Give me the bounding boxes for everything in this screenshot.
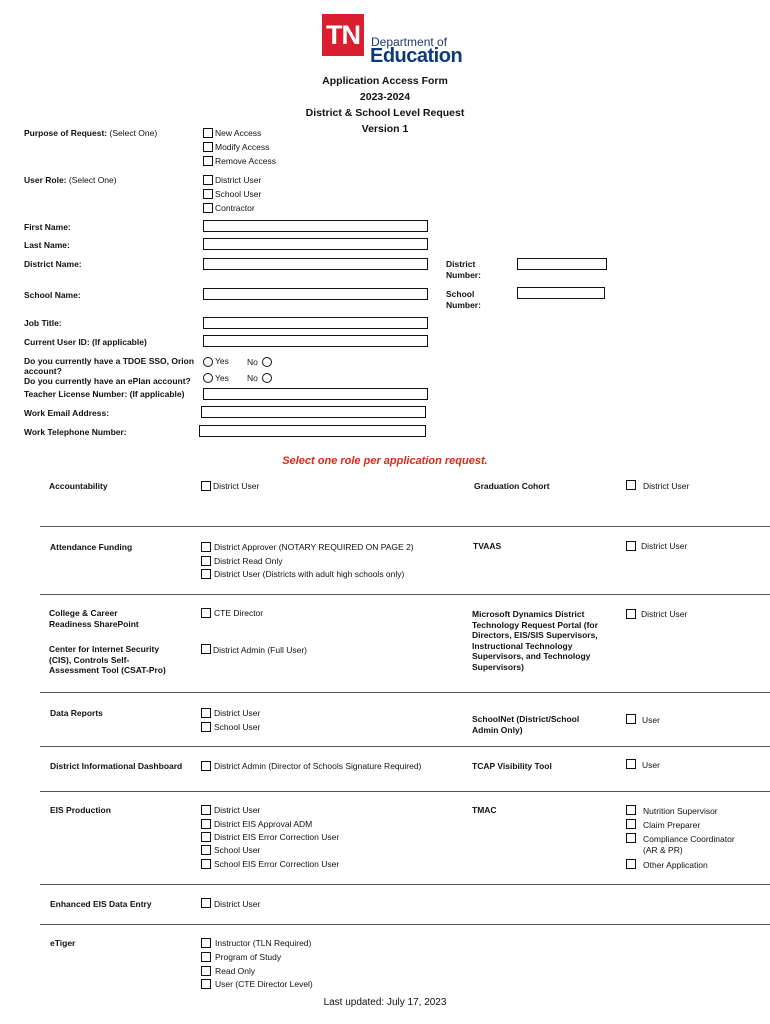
app-eis-name: EIS Production bbox=[50, 805, 111, 815]
app-cis-name: Center for Internet Security (CIS), Controls Self-Assessment Tool (CSAT-Pro) bbox=[49, 644, 166, 675]
data-reports-school-user-checkbox[interactable] bbox=[201, 722, 211, 732]
tmac-claim-preparer-checkbox[interactable] bbox=[626, 819, 636, 829]
msdyn-district-user-checkbox[interactable] bbox=[626, 609, 636, 619]
schoolnet-option-label: User bbox=[642, 715, 660, 725]
district-number-label: District Number: bbox=[446, 259, 481, 280]
work-email-label: Work Email Address: bbox=[24, 408, 110, 418]
eis-approval-adm-checkbox[interactable] bbox=[201, 819, 211, 829]
tmac-nutrition-label: Nutrition Supervisor bbox=[643, 806, 718, 816]
last-name-label: Last Name: bbox=[24, 240, 70, 250]
attendance-approver-label: District Approver (NOTARY REQUIRED ON PAGE 2) bbox=[214, 542, 414, 552]
current-user-id-field[interactable] bbox=[203, 335, 428, 347]
app-schoolnet-name: SchoolNet (District/School Admin Only) bbox=[472, 714, 580, 735]
tvaas-district-user-checkbox[interactable] bbox=[626, 541, 636, 551]
remove-access-label: Remove Access bbox=[215, 156, 276, 166]
dashboard-option-label: District Admin (Director of Schools Signature Required) bbox=[214, 761, 422, 771]
first-name-label: First Name: bbox=[24, 222, 71, 232]
tmac-other-checkbox[interactable] bbox=[626, 859, 636, 869]
app-tcap-name: TCAP Visibility Tool bbox=[472, 761, 552, 771]
first-name-field[interactable] bbox=[203, 220, 428, 232]
user-role-label: User Role: (Select One) bbox=[24, 175, 117, 185]
etiger-program-checkbox[interactable] bbox=[201, 952, 211, 962]
app-tmac-name: TMAC bbox=[472, 805, 497, 815]
eplan-question-label: Do you currently have an ePlan account? bbox=[24, 376, 191, 386]
data-reports-district-user-checkbox[interactable] bbox=[201, 708, 211, 718]
role-school-user-checkbox[interactable] bbox=[203, 189, 213, 199]
new-access-checkbox[interactable] bbox=[203, 128, 213, 138]
logo-department-text: Department of bbox=[371, 35, 448, 49]
current-user-id-label: Current User ID: (If applicable) bbox=[24, 337, 147, 347]
attendance-read-only-label: District Read Only bbox=[214, 556, 283, 566]
etiger-instructor-label: Instructor (TLN Required) bbox=[215, 938, 312, 948]
school-name-field[interactable] bbox=[203, 288, 428, 300]
schoolnet-user-checkbox[interactable] bbox=[626, 714, 636, 724]
attendance-district-user-checkbox[interactable] bbox=[201, 569, 211, 579]
job-title-field[interactable] bbox=[203, 317, 428, 329]
new-access-label: New Access bbox=[215, 128, 262, 138]
eis-district-user-label: District User bbox=[214, 805, 261, 815]
eis-school-error-correction-checkbox[interactable] bbox=[201, 859, 211, 869]
school-number-field[interactable] bbox=[517, 287, 605, 299]
teacher-license-field[interactable] bbox=[203, 388, 428, 400]
school-name-label: School Name: bbox=[24, 290, 81, 300]
form-title: Application Access Form bbox=[322, 75, 448, 87]
last-updated: Last updated: July 17, 2023 bbox=[323, 997, 447, 1008]
eis-school-user-label: School User bbox=[214, 845, 261, 855]
cis-district-admin-checkbox[interactable] bbox=[201, 644, 211, 654]
app-enhanced-eis-name: Enhanced EIS Data Entry bbox=[50, 899, 152, 909]
job-title-label: Job Title: bbox=[24, 318, 62, 328]
msdyn-option-label: District User bbox=[641, 609, 688, 619]
tn-logo-mark: TN bbox=[322, 14, 364, 56]
role-contractor-label: Contractor bbox=[215, 203, 255, 213]
section-divider bbox=[40, 594, 770, 595]
enhanced-eis-district-user-checkbox[interactable] bbox=[201, 898, 211, 908]
logo-education-text: Education bbox=[370, 45, 463, 67]
purpose-label: Purpose of Request: (Select One) bbox=[24, 128, 158, 138]
enhanced-eis-option-label: District User bbox=[214, 899, 261, 909]
sso-yes-radio[interactable] bbox=[203, 357, 213, 367]
remove-access-checkbox[interactable] bbox=[203, 156, 213, 166]
etiger-instructor-checkbox[interactable] bbox=[201, 938, 211, 948]
ccr-cte-director-checkbox[interactable] bbox=[201, 608, 211, 618]
app-dashboard-name: District Informational Dashboard bbox=[50, 761, 183, 771]
sso-yes-label: Yes bbox=[215, 356, 229, 366]
section-divider bbox=[40, 924, 770, 925]
accountability-option-label: District User bbox=[213, 481, 260, 491]
eis-error-correction-label: District EIS Error Correction User bbox=[214, 832, 340, 842]
school-number-label: School Number: bbox=[446, 289, 481, 310]
eplan-yes-radio[interactable] bbox=[203, 373, 213, 383]
app-etiger-name: eTiger bbox=[50, 938, 76, 948]
eis-district-user-checkbox[interactable] bbox=[201, 805, 211, 815]
app-accountability-name: Accountability bbox=[49, 481, 108, 491]
app-msdyn-name: Microsoft Dynamics District Technology Request Portal (for Directors, EIS/SIS Supervisors, Instructional Technology Supervisors, and Technology Supervisors) bbox=[472, 609, 598, 672]
modify-access-label: Modify Access bbox=[215, 142, 270, 152]
section-divider bbox=[40, 526, 770, 527]
etiger-user-label: User (CTE Director Level) bbox=[215, 979, 313, 989]
role-district-user-checkbox[interactable] bbox=[203, 175, 213, 185]
data-reports-district-user-label: District User bbox=[214, 708, 261, 718]
sso-no-radio[interactable] bbox=[262, 357, 272, 367]
graduation-district-user-checkbox[interactable] bbox=[626, 480, 636, 490]
eis-school-user-checkbox[interactable] bbox=[201, 845, 211, 855]
section-divider bbox=[40, 791, 770, 792]
app-graduation-name: Graduation Cohort bbox=[474, 481, 550, 491]
eplan-no-radio[interactable] bbox=[262, 373, 272, 383]
role-district-user-label: District User bbox=[215, 175, 262, 185]
eplan-no-label: No bbox=[247, 373, 258, 383]
data-reports-school-user-label: School User bbox=[214, 722, 261, 732]
modify-access-checkbox[interactable] bbox=[203, 142, 213, 152]
section-divider bbox=[40, 746, 770, 747]
section-divider bbox=[40, 884, 770, 885]
tmac-other-label: Other Application bbox=[643, 860, 708, 870]
tmac-nutrition-checkbox[interactable] bbox=[626, 805, 636, 815]
eis-error-correction-checkbox[interactable] bbox=[201, 832, 211, 842]
tmac-compliance-checkbox[interactable] bbox=[626, 833, 636, 843]
attendance-approver-checkbox[interactable] bbox=[201, 542, 211, 552]
work-email-field[interactable] bbox=[201, 406, 426, 418]
form-year: 2023-2024 bbox=[359, 91, 411, 103]
eplan-yes-label: Yes bbox=[215, 373, 229, 383]
graduation-option-label: District User bbox=[643, 481, 690, 491]
district-number-field[interactable] bbox=[517, 258, 607, 270]
etiger-user-checkbox[interactable] bbox=[201, 979, 211, 989]
tvaas-option-label: District User bbox=[641, 541, 688, 551]
attendance-read-only-checkbox[interactable] bbox=[201, 556, 211, 566]
cis-option-label: District Admin (Full User) bbox=[213, 645, 307, 655]
district-name-field[interactable] bbox=[203, 258, 428, 270]
tcap-user-checkbox[interactable] bbox=[626, 759, 636, 769]
tmac-compliance-label: Compliance Coordinator (AR & PR) bbox=[643, 834, 735, 855]
last-name-field[interactable] bbox=[203, 238, 428, 250]
form-subtitle: District & School Level Request bbox=[305, 107, 465, 119]
eis-school-error-correction-label: School EIS Error Correction User bbox=[214, 859, 340, 869]
etiger-read-only-checkbox[interactable] bbox=[201, 966, 211, 976]
form-version: Version 1 bbox=[361, 123, 409, 135]
attendance-district-user-label: District User (Districts with adult high schools only) bbox=[214, 569, 405, 579]
ccr-option-label: CTE Director bbox=[214, 608, 264, 618]
app-data-reports-name: Data Reports bbox=[50, 708, 103, 718]
dashboard-district-admin-checkbox[interactable] bbox=[201, 761, 211, 771]
district-name-label: District Name: bbox=[24, 259, 82, 269]
teacher-license-label: Teacher License Number: (If applicable) bbox=[24, 389, 185, 399]
app-ccr-name: College & Career Readiness SharePoint bbox=[49, 608, 139, 629]
eis-approval-adm-label: District EIS Approval ADM bbox=[214, 819, 313, 829]
role-school-user-label: School User bbox=[215, 189, 262, 199]
sso-no-label: No bbox=[247, 357, 258, 367]
sso-question-label: Do you currently have a TDOE SSO, Orion account? bbox=[24, 356, 195, 376]
work-phone-label: Work Telephone Number: bbox=[24, 427, 127, 437]
etiger-program-label: Program of Study bbox=[215, 952, 282, 962]
app-tvaas-name: TVAAS bbox=[473, 541, 502, 551]
tcap-option-label: User bbox=[642, 760, 660, 770]
work-phone-field[interactable] bbox=[199, 425, 426, 437]
role-contractor-checkbox[interactable] bbox=[203, 203, 213, 213]
accountability-district-user-checkbox[interactable] bbox=[201, 481, 211, 491]
tmac-claim-preparer-label: Claim Preparer bbox=[643, 820, 701, 830]
section-divider bbox=[40, 692, 770, 693]
role-notice: Select one role per application request. bbox=[282, 455, 488, 467]
etiger-read-only-label: Read Only bbox=[215, 966, 256, 976]
app-attendance-name: Attendance Funding bbox=[50, 542, 133, 552]
